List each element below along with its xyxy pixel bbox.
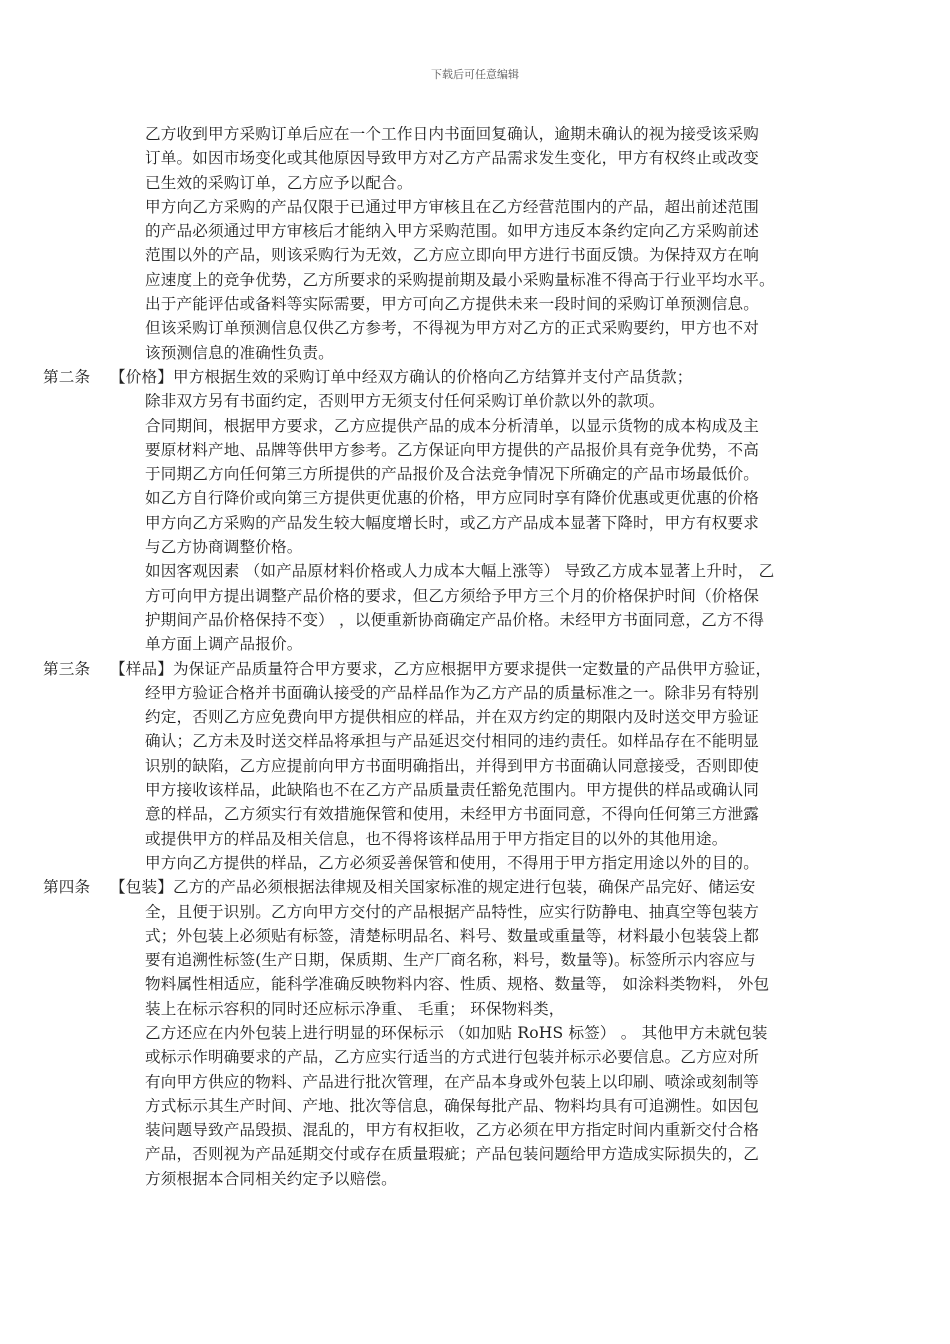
section-first-line: 【包装】乙方的产品必须根据法律规及相关国家标准的规定进行包装，确保产品完好、储运安 [110,878,756,897]
text-line: 甲方向乙方采购的产品仅限于已通过甲方审核且在乙方经营范围内的产品，超出前述范围 [145,197,760,216]
section-number: 第三条 [43,659,91,678]
text-line: 要有追溯性标签(生产日期，保质期、生产厂商名称，料号，数量等)。标签所示内容应与 [145,951,756,970]
text-line: 应速度上的竞争优势，乙方所要求的采购提前期及最小采购量标准不得高于行业平均水平。 [145,270,775,289]
text-line: 出于产能评估或备料等实际需要，甲方可向乙方提供未来一段时间的采购订单预测信息。 [145,295,760,314]
text-line: 但该采购订单预测信息仅供乙方参考，不得视为甲方对乙方的正式采购要约，甲方也不对 [145,319,760,338]
text-line: 乙方还应在内外包装上进行明显的环保标示 （如加贴 RoHS 标签） 。 其他甲方未就包装 [145,1023,768,1042]
text-line: 经甲方验证合格并书面确认接受的产品样品作为乙方产品的质量标准之一。除非另有特别 [145,683,760,702]
text-line: 单方面上调产品报价。 [145,635,303,654]
text-line: 于同期乙方向任何第三方所提供的产品报价及合法竞争情况下所确定的产品市场最低价。 [145,465,760,484]
text-line: 除非双方另有书面约定，否则甲方无须支付任何采购订单价款以外的款项。 [145,392,665,411]
text-line: 范围以外的产品，则该采购行为无效，乙方应立即向甲方进行书面反馈。为保持双方在响 [145,246,760,265]
text-line: 的产品必须通过甲方审核后才能纳入甲方采购范围。如甲方违反本条约定向乙方采购前述 [145,222,760,241]
text-line: 方可向甲方提出调整产品价格的要求，但乙方须给予甲方三个月的价格保护时间（价格保 [145,586,760,605]
text-line: 意的样品，乙方须实行有效措施保管和使用，未经甲方书面同意，不得向任何第三方泄露 [145,805,760,824]
text-line: 产品，否则视为产品延期交付或存在质量瑕疵；产品包装问题给甲方造成实际损失的，乙 [145,1145,760,1164]
text-line: 物料属性相适应，能科学准确反映物料内容、性质、规格、数量等， 如涂料类物料， 外包 [145,975,770,994]
text-line: 乙方收到甲方采购订单后应在一个工作日内书面回复确认，逾期未确认的视为接受该采购 [145,125,760,143]
text-line: 装问题导致产品毁损、混乱的，甲方有权拒收，乙方必须在甲方指定时间内重新交付合格 [145,1121,760,1140]
text-line: 装上在标示容积的同时还应标示净重、 毛重； 环保物料类， [145,999,565,1018]
text-line: 如乙方自行降价或向第三方提供更优惠的价格，甲方应同时享有降价优惠或更优惠的价格 [145,489,760,508]
section-first-line: 【价格】甲方根据生效的采购订单中经双方确认的价格向乙方结算并支付产品货款； [110,367,693,386]
text-line: 与乙方协商调整价格。 [145,538,303,557]
section-number: 第二条 [43,367,91,386]
text-line: 甲方向乙方提供的样品，乙方必须妥善保管和使用，不得用于甲方指定用途以外的目的。 [145,853,760,872]
text-line: 全，且便于识别。乙方向甲方交付的产品根据产品特性，应实行防静电、抽真空等包装方 [145,902,760,921]
text-line: 护期间产品价格保持不变） ，以便重新协商确定产品价格。未经甲方书面同意，乙方不得 [145,610,765,629]
text-line: 确认；乙方未及时送交样品将承担与产品延迟交付相同的违约责任。如样品存在不能明显 [145,732,760,751]
text-line: 约定，否则乙方应免费向甲方提供相应的样品，并在双方约定的期限内及时送交甲方验证 [145,708,760,727]
section-heading-line [0,365,950,389]
text-line: 合同期间，根据甲方要求，乙方应提供产品的成本分析清单，以显示货物的成本构成及主 [145,416,760,435]
text-line: 甲方向乙方采购的产品发生较大幅度增长时，或乙方产品成本显著下降时，甲方有权要求 [145,513,760,532]
text-line: 有向甲方供应的物料、产品进行批次管理，在产品本身或外包装上以印刷、喷涂或刻制等 [145,1072,760,1091]
text-line: 订单。如因市场变化或其他原因导致甲方对乙方产品需求发生变化，甲方有权终止或改变 [145,149,760,168]
text-line: 或提供甲方的样品及相关信息，也不得将该样品用于甲方指定目的以外的其他用途。 [145,829,728,848]
section-heading-line [0,875,950,899]
page-header: 下载后可任意编辑 [431,68,519,81]
text-line: 或标示作明确要求的产品，乙方应实行适当的方式进行包装并标示必要信息。乙方应对所 [145,1048,760,1067]
text-line: 式；外包装上必须贴有标签，清楚标明品名、料号、数量或重量等，材料最小包装袋上都 [145,926,760,945]
text-line: 识别的缺陷，乙方应提前向甲方书面明确指出，并得到甲方书面确认同意接受，否则即使 [145,756,760,775]
text-line: 甲方接收该样品，此缺陷也不在乙方产品质量责任豁免范围内。甲方提供的样品或确认同 [145,781,760,800]
text-line: 如因客观因素 （如产品原材料价格或人力成本大幅上涨等） 导致乙方成本显著上升时， 乙 [145,562,775,581]
text-line: 方须根据本合同相关约定予以赔偿。 [145,1169,397,1188]
text-line: 已生效的采购订单，乙方应予以配合。 [145,173,413,192]
document-body [0,122,950,1191]
text-line: 该预测信息的准确性负责。 [145,343,334,362]
text-line: 方式标示其生产时间、产地、批次等信息，确保每批产品、物料均具有可追溯性。如因包 [145,1096,760,1115]
section-first-line: 【样品】为保证产品质量符合甲方要求，乙方应根据甲方要求提供一定数量的产品供甲方验证， [110,659,772,678]
section-heading-line [0,657,950,681]
text-line: 要原材料产地、品牌等供甲方参考。乙方保证向甲方提供的产品报价具有竞争优势，不高 [145,440,760,459]
section-number: 第四条 [43,878,91,897]
